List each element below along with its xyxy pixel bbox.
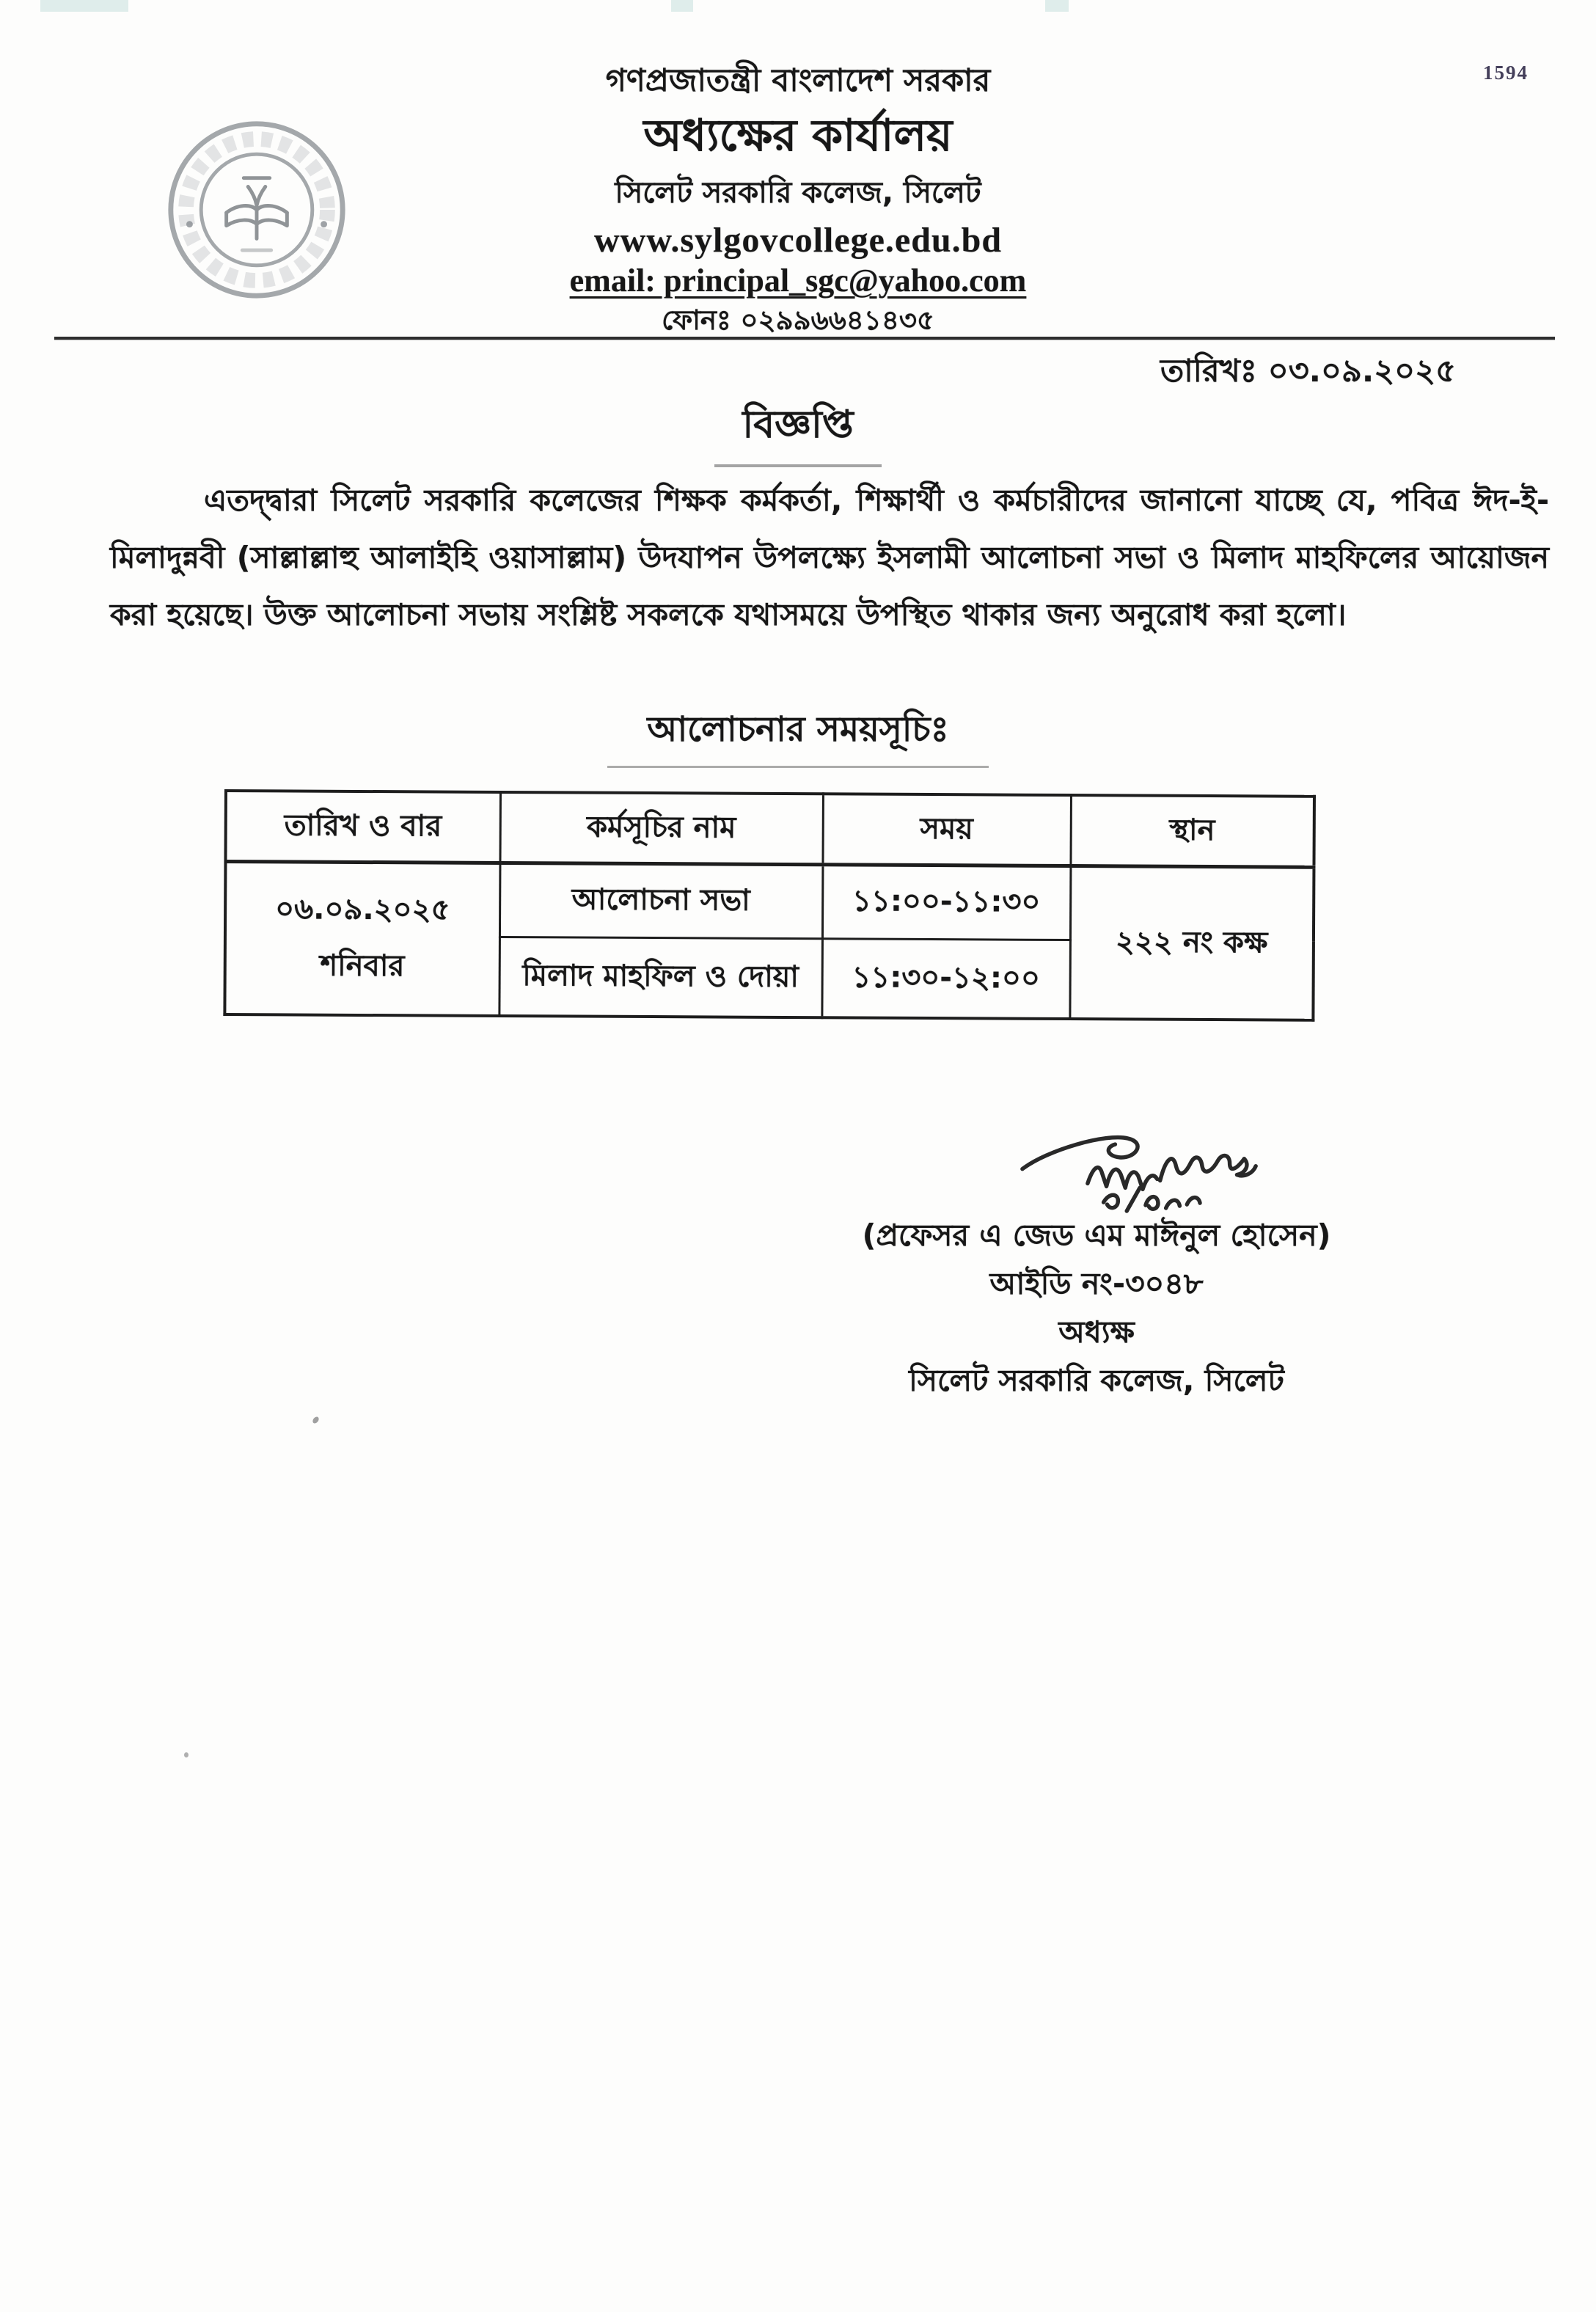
signatory-name: (প্রফেসর এ জেড এম মাঈনুল হোসেন)	[862, 1218, 1331, 1253]
event-date: ০৬.০৯.২০২৫	[275, 892, 450, 927]
government-name: গণপ্রজাতন্ত্রী বাংলাদেশ সরকার	[605, 62, 991, 99]
scan-speck	[184, 1752, 188, 1757]
scan-speck	[312, 1416, 321, 1424]
notice-title-underline	[714, 464, 882, 467]
college-name: সিলেট সরকারি কলেজ, সিলেট	[615, 176, 981, 211]
scan-artifact	[1045, 0, 1069, 12]
email-text: email: principal_sgc@yahoo.com	[569, 262, 1027, 299]
scan-artifact	[40, 0, 128, 12]
header-time: সময়	[822, 794, 1071, 866]
header-date-day: তারিখ ও বার	[225, 791, 500, 863]
cell-venue: ২২২ নং কক্ষ	[1069, 866, 1314, 1020]
phone-text: ফোনঃ ০২৯৯৬৬৪১৪৩৫	[662, 304, 934, 337]
header-divider-line	[54, 337, 1555, 340]
cell-date-day	[224, 862, 499, 1016]
cell-program-2: মিলাদ মাহফিল ও দোয়া	[499, 937, 822, 1017]
principal-signature	[1018, 1131, 1264, 1229]
header-program-name: কর্মসূচির নাম	[499, 792, 822, 865]
signatory-id: আইডি নং-৩০৪৮	[989, 1266, 1204, 1302]
schedule-heading: আলোচনার সময়সূচিঃ	[647, 709, 949, 750]
table-header-row	[225, 791, 1314, 867]
website-text: www.sylgovcollege.edu.bd	[593, 221, 1003, 260]
notice-title-wrap	[0, 395, 1596, 467]
schedule-heading-underline	[607, 766, 989, 768]
schedule-table	[223, 789, 1316, 1022]
scan-artifact	[671, 0, 693, 12]
event-day: শনিবার	[320, 948, 405, 984]
notice-title: বিজ্ঞপ্তি	[742, 403, 854, 447]
schedule-heading-wrap	[0, 703, 1596, 768]
issue-date: তারিখঃ ০৩.০৯.২০২৫	[1160, 353, 1456, 389]
cell-program-1: আলোচনা সভা	[499, 863, 823, 938]
office-name: অধ্যক্ষের কার্যালয়	[643, 110, 953, 162]
signatory-designation: অধ্যক্ষ	[1058, 1314, 1135, 1350]
notice-body-paragraph: এতদ্দ্বারা সিলেট সরকারি কলেজের শিক্ষক কর্মকর্তা, শিক্ষার্থী ও কর্মচারীদের জানানো যাচ্ছে যে, পবিত্র ঈদ-ই-মিলাদুন্নবী (সাল্লাল্লাহু আলাইহি ওয়াসাল্লাম) উদযাপন উপলক্ষ্যে ইসলামী আলোচনা সভা ও মিলাদ মাহফিলের আয়োজন করা হয়েছে। উক্ত আলোচনা সভায় সংশ্লিষ্ট সকলকে যথাসময়ে উপস্থিত থাকার জন্য অনুরোধ করা হলো।	[110, 483, 1549, 632]
cell-time-1: ১১:০০-১১:৩০	[822, 865, 1071, 940]
page-serial-number: 1594	[1483, 62, 1529, 84]
header-venue: স্থান	[1070, 795, 1314, 867]
letterhead	[0, 63, 1596, 337]
cell-time-2: ১১:৩০-১২:০০	[821, 939, 1070, 1019]
table-row	[225, 862, 1314, 942]
signatory-block	[843, 1219, 1350, 1413]
signatory-organization: সিলেট সরকারি কলেজ, সিলেট	[909, 1363, 1284, 1399]
